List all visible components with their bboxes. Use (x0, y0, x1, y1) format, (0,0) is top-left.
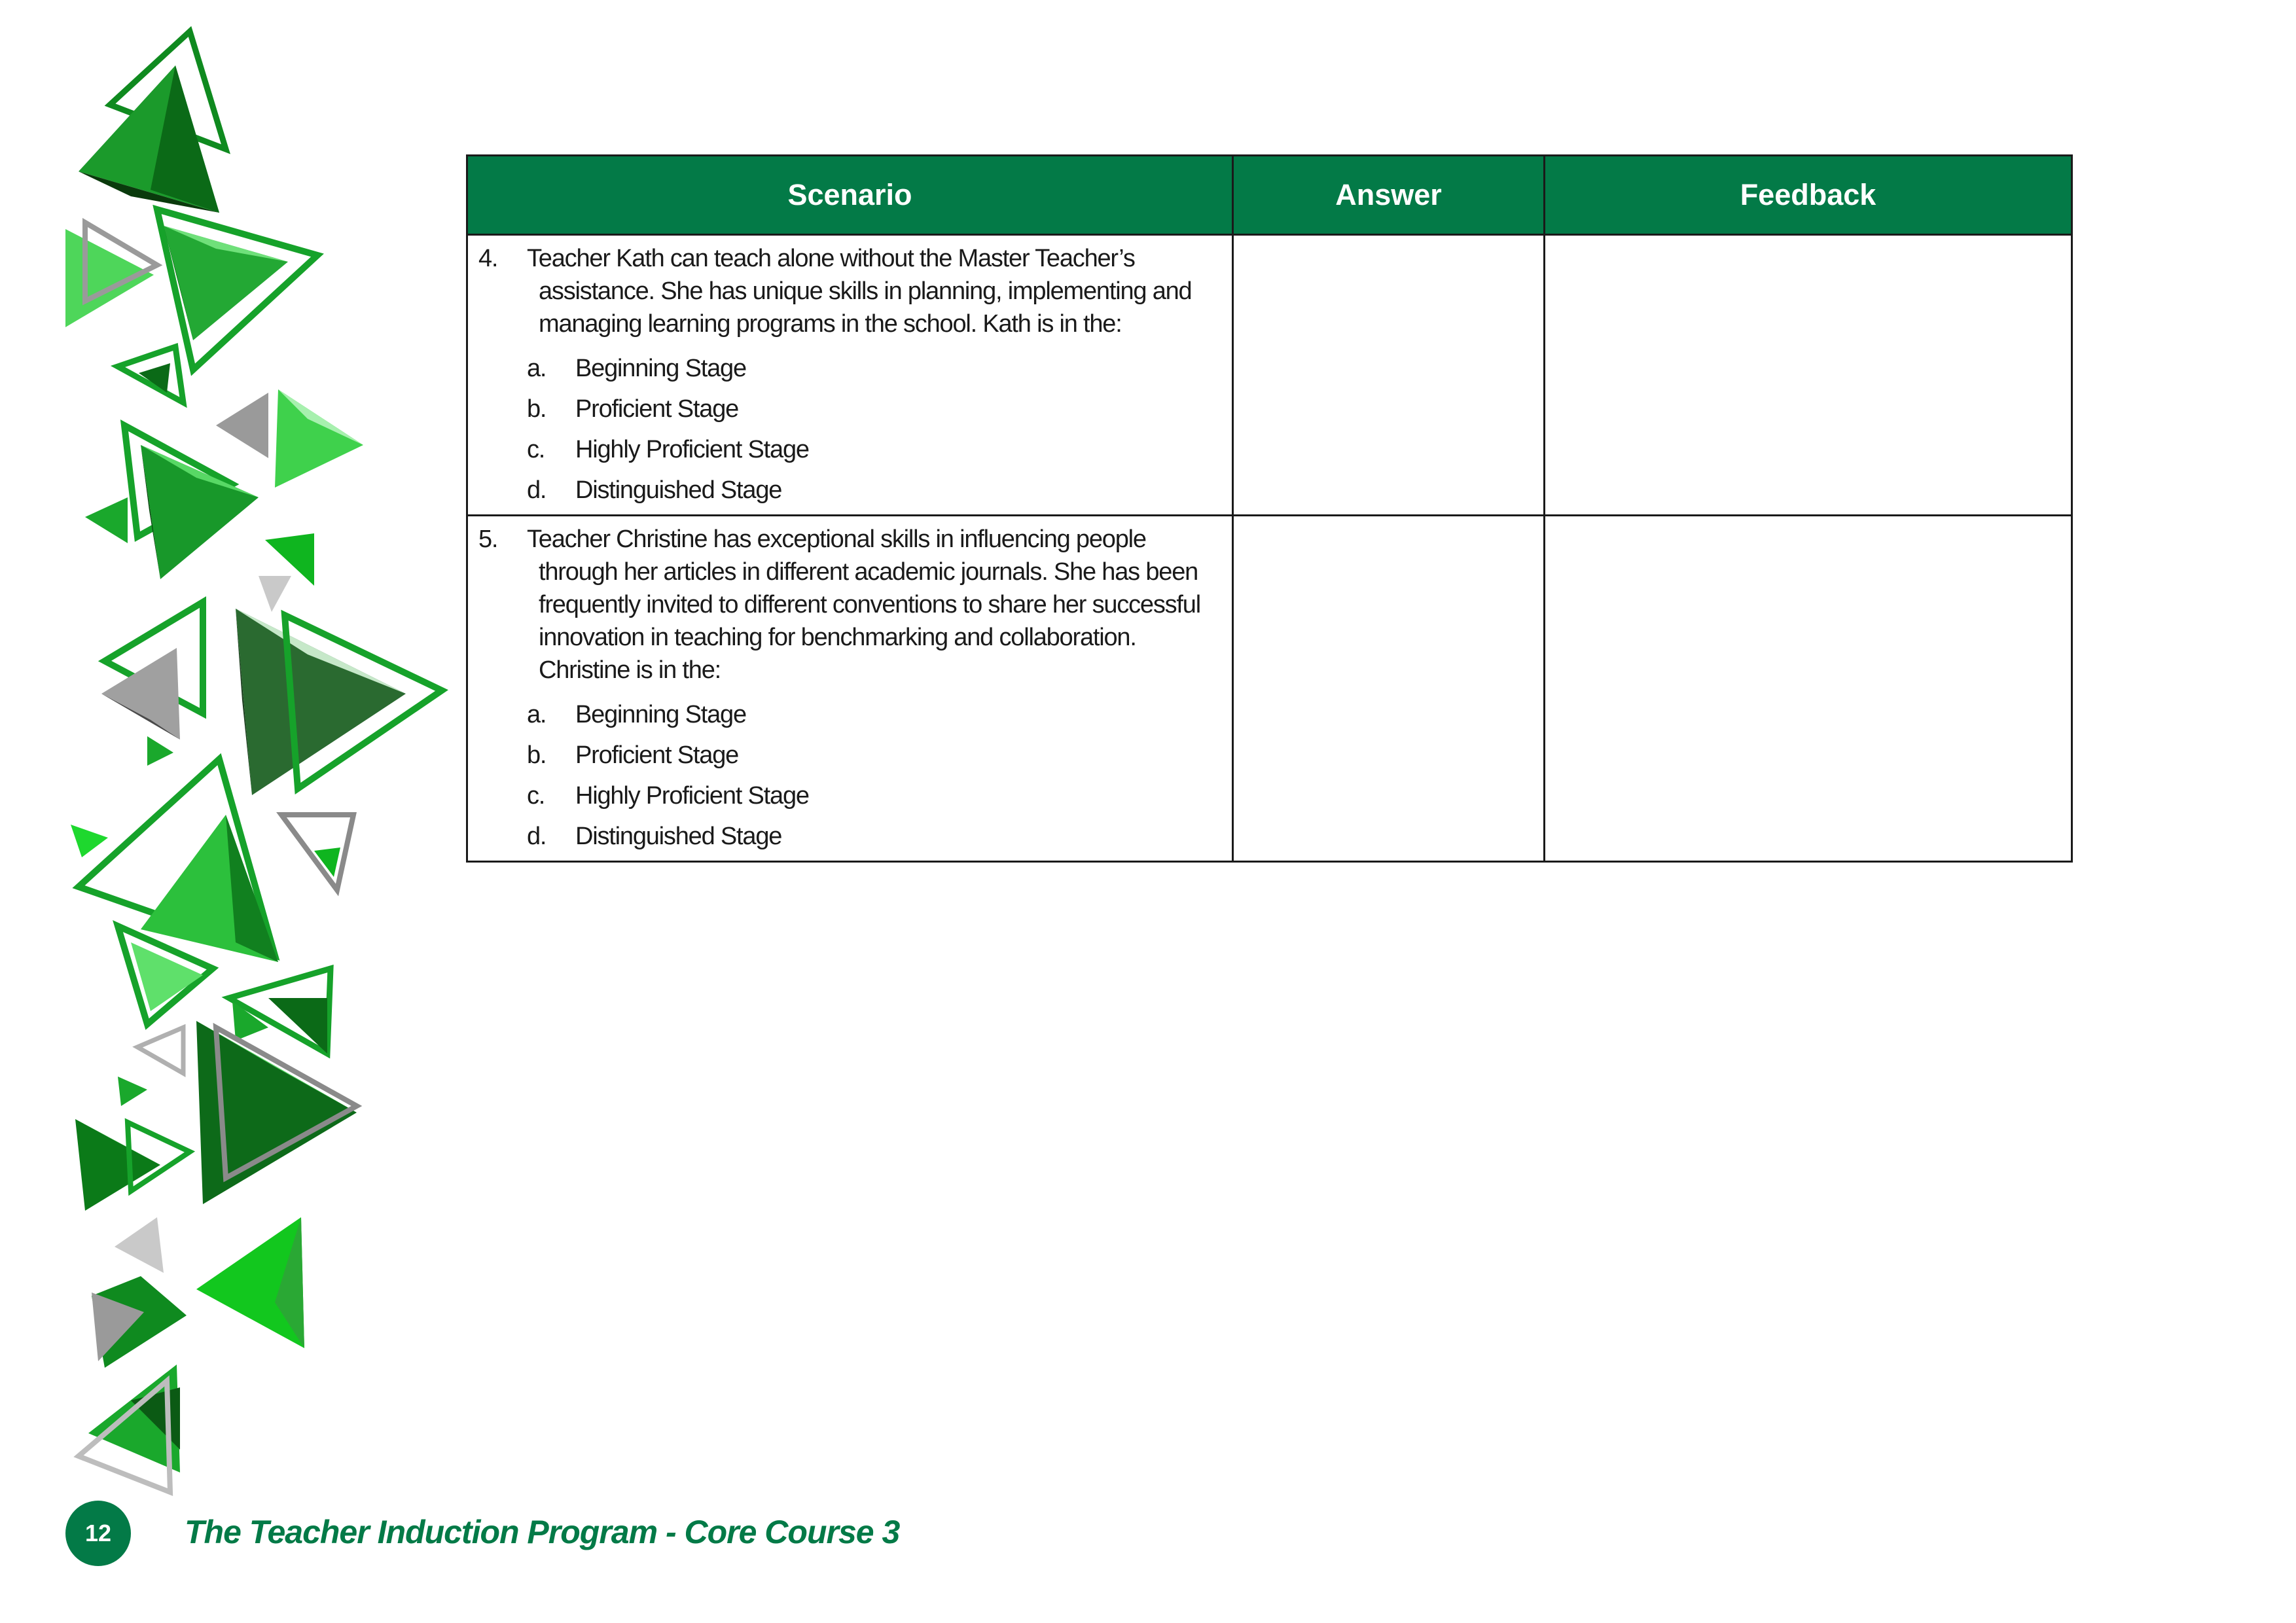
option-letter: b. (527, 741, 547, 769)
option-item (527, 348, 1223, 389)
feedback-cell[interactable] (1545, 235, 2072, 516)
option-list (527, 348, 1223, 510)
option-letter: a. (527, 355, 547, 382)
page-number-badge: 12 (65, 1501, 131, 1566)
option-letter: d. (527, 476, 547, 504)
option-item (527, 429, 1223, 470)
option-text: Proficient Stage (575, 395, 739, 423)
option-item (527, 470, 1223, 510)
option-letter: d. (527, 823, 547, 850)
header-feedback: Feedback (1545, 156, 2072, 235)
question-text: Teacher Kath can teach alone without the Master Teacher’s assistance. She has unique skills in planning, implementing and managing learning programs in the school. Kath is in the: (527, 245, 1192, 338)
scenario-cell (467, 516, 1233, 862)
table-header-row (467, 156, 2072, 235)
header-scenario: Scenario (467, 156, 1233, 235)
question-number: 5. (478, 526, 498, 553)
option-letter: a. (527, 701, 547, 728)
table-row (467, 235, 2072, 516)
option-list (527, 694, 1223, 857)
option-text: Highly Proficient Stage (575, 782, 809, 810)
header-answer: Answer (1233, 156, 1545, 235)
option-letter: c. (527, 436, 545, 463)
option-item (527, 694, 1223, 735)
answer-cell[interactable] (1233, 235, 1545, 516)
question-number: 4. (478, 245, 498, 272)
option-item (527, 735, 1223, 776)
scenario-cell (467, 235, 1233, 516)
feedback-cell[interactable] (1545, 516, 2072, 862)
question-5 (478, 523, 1223, 687)
option-text: Distinguished Stage (575, 823, 782, 850)
table-row (467, 516, 2072, 862)
option-letter: b. (527, 395, 547, 423)
question-text: Teacher Christine has exceptional skills in influencing people through her articles in different academic journals. She has been frequently invited to different conventions to share her successful innovation in teaching for benchmarking and collaboration. Christine is in the: (527, 526, 1200, 684)
option-item (527, 776, 1223, 816)
option-text: Beginning Stage (575, 355, 746, 382)
answer-cell[interactable] (1233, 516, 1545, 862)
scenario-table (466, 154, 2073, 863)
option-text: Beginning Stage (575, 701, 746, 728)
option-item (527, 389, 1223, 429)
option-letter: c. (527, 782, 545, 810)
footer-title: The Teacher Induction Program - Core Course 3 (185, 1514, 900, 1550)
option-text: Distinguished Stage (575, 476, 782, 504)
question-4 (478, 242, 1223, 340)
option-text: Proficient Stage (575, 741, 739, 769)
option-item (527, 816, 1223, 857)
decorative-triangles (0, 0, 471, 1525)
option-text: Highly Proficient Stage (575, 436, 809, 463)
